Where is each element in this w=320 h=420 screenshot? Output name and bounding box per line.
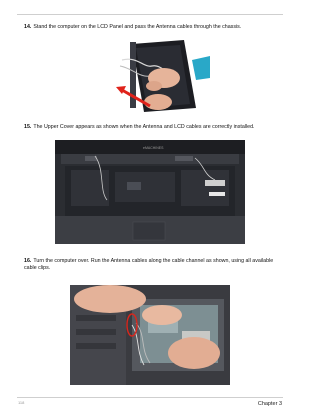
step-15 <box>24 124 280 131</box>
step-16 <box>24 258 280 272</box>
emachines-logo: eMACHINES <box>143 146 164 150</box>
photo-step-15 <box>55 140 245 244</box>
photo-step-16 <box>70 285 230 385</box>
photo-step-14 <box>92 38 210 114</box>
step-14 <box>24 24 280 31</box>
chapter-label: Chapter 3 <box>257 401 282 407</box>
step-text: Stand the computer on the LCD Panel and pass the Antenna cables through the chassis. <box>33 24 242 30</box>
step-number: 15. <box>24 124 32 130</box>
step-number: 16. <box>24 258 32 264</box>
page-number: 118 <box>18 400 25 405</box>
step-text: The Upper Cover appears as shown when the Antenna and LCD cables are correctly installed. <box>33 124 255 130</box>
header-rule <box>17 14 283 15</box>
step-number: 14. <box>24 24 32 30</box>
footer-rule <box>17 397 283 398</box>
step-text: Turn the computer over. Run the Antenna cables along the cable channel as shown, using all available cable clips. <box>24 258 274 271</box>
